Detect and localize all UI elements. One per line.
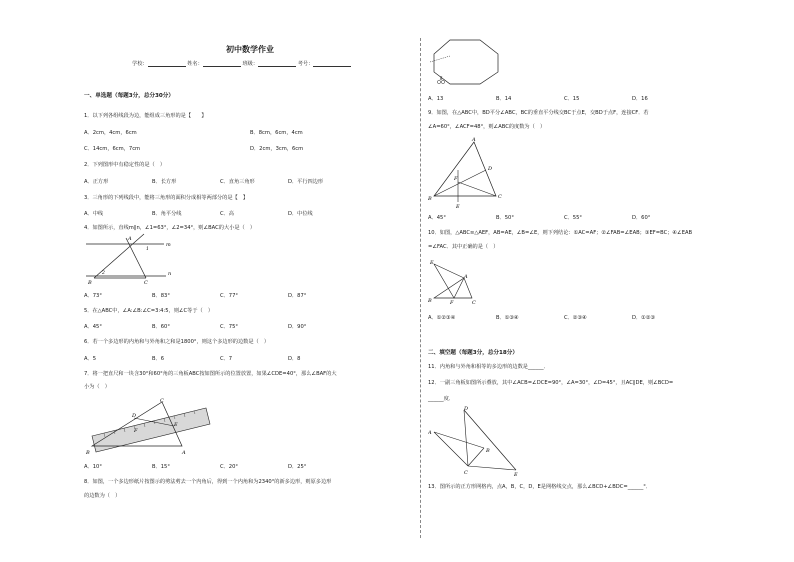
q3-option-b[interactable]: B．角平分线 <box>152 211 182 217</box>
school-label: 学校： <box>132 61 148 67</box>
q2-option-d[interactable]: D．平行四边形 <box>288 179 324 185</box>
q4-label-a: A <box>128 236 132 242</box>
q7-label-f: F <box>134 428 138 434</box>
q7-stem-line2: 小为（ ） <box>84 384 110 390</box>
q7-option-d[interactable]: D．25° <box>288 464 307 470</box>
class-field[interactable] <box>258 66 296 67</box>
q2-option-b[interactable]: B．长方形 <box>152 179 177 185</box>
q10-option-a[interactable]: A．①②③④ <box>428 315 456 321</box>
q4-label-b: B <box>88 280 92 286</box>
q4-option-b[interactable]: B．83° <box>152 293 170 299</box>
q9-label-d: D <box>488 166 493 172</box>
q4-option-c[interactable]: C．77° <box>220 293 239 299</box>
q7-label-b: B <box>86 450 90 456</box>
q10-stem-line2: =∠FAC．其中正确的是（ ） <box>428 244 499 250</box>
page-title: 初中数学作业 <box>226 45 274 54</box>
q7-option-b[interactable]: B．15° <box>152 464 170 470</box>
q12-label-c: C <box>464 470 468 476</box>
q4-label-n: n <box>168 271 172 277</box>
q11-stem: 11．内角和与外角和相等的多边形的边数是______． <box>428 364 549 370</box>
q3-option-a[interactable]: A．中线 <box>84 211 104 217</box>
q10-label-b: B <box>428 298 432 304</box>
q9-stem-line1: 9．如图，在△ABC中，BD平分∠ABC，BC的垂直平分线交BC于点E，交BD于点F，连接CF．若 <box>428 110 649 116</box>
q10-figure <box>428 256 478 304</box>
q8-option-d[interactable]: D．16 <box>632 96 648 102</box>
q9-stem-line2: ∠A=60°，∠ACF=48°，则∠ABC的度数为（ ） <box>428 124 546 130</box>
q9-label-c: C <box>498 194 502 200</box>
q7-label-d: D <box>132 413 137 419</box>
q4-label-angle-2: 2 <box>102 271 105 276</box>
q3-option-d[interactable]: D．中位线 <box>288 211 313 217</box>
q4-label-m: m <box>166 242 171 248</box>
q8-option-c[interactable]: C．15 <box>564 96 580 102</box>
q7-label-c: C <box>160 398 164 404</box>
exam-no-field[interactable] <box>313 66 351 67</box>
column-divider <box>420 38 421 538</box>
scissors-icon <box>437 80 440 83</box>
q13-stem: 13．图所示的正方形网格内，点A，B，C，D，E是网格线交点，那么∠BCD+∠BDC=______°． <box>428 484 652 490</box>
q3-option-c[interactable]: C．高 <box>220 211 234 217</box>
q4-option-a[interactable]: A．73° <box>84 293 102 299</box>
q12-label-d: D <box>464 406 469 412</box>
q6-option-a[interactable]: A．5 <box>84 356 97 362</box>
q12-figure <box>428 404 528 476</box>
q10-option-c[interactable]: C．②③④ <box>564 315 587 321</box>
q8-stem-line1: 8．如图，一个多边形纸片按图示的剪法剪去一个内角后，得到一个内角和为2340°的新多边形，则原多边形 <box>84 479 332 485</box>
q4-stem: 4．如图所示，直线m∥n，∠1=63°，∠2=34°，则∠BAC的大小是（ ） <box>84 225 256 231</box>
q2-stem: 2．下列图形中有稳定性的是（ ） <box>84 162 166 168</box>
section-fill-in: 二、填空题（每题3分，总分18分） <box>428 350 518 356</box>
q9-label-e: E <box>456 204 460 208</box>
q7-label-a: A <box>182 450 186 456</box>
q4-option-d[interactable]: D．87° <box>288 293 307 299</box>
q6-option-b[interactable]: B．6 <box>152 356 165 362</box>
q5-stem: 5．在△ABC中，∠A:∠B:∠C=3:4:5，则∠C等于（ ） <box>84 308 214 314</box>
q12-stem-line2: ______度． <box>428 396 454 402</box>
q4-label-angle-1: 1 <box>146 247 149 252</box>
q5-option-a[interactable]: A．45° <box>84 324 102 330</box>
name-label: 姓名： <box>187 61 203 67</box>
section-single-choice: 一、单选题（每题3分，总分30分） <box>84 93 174 99</box>
q1-option-c[interactable]: C．14cm，6cm，7cm <box>84 146 141 152</box>
q10-label-c: C <box>472 300 476 304</box>
q9-option-b[interactable]: B．50° <box>496 215 514 221</box>
q6-option-d[interactable]: D．8 <box>288 356 301 362</box>
q6-option-c[interactable]: C．7 <box>220 356 233 362</box>
q2-option-c[interactable]: C．直角三角形 <box>220 179 255 185</box>
q4-label-c: C <box>144 280 148 286</box>
q12-label-e: E <box>514 472 518 476</box>
q7-option-c[interactable]: C．20° <box>220 464 239 470</box>
q12-label-a: A <box>428 430 432 436</box>
q9-option-a[interactable]: A．45° <box>428 215 446 221</box>
q10-stem-line1: 10．如图，△ABC≌△AEF，AB=AE，∠B=∠E，则下列结论：①AC=AF；②∠FAB=∠EAB；③EF=BC；④∠EAB <box>428 230 693 236</box>
school-field[interactable] <box>148 66 186 67</box>
q8-stem-line2: 的边数为（ ） <box>84 493 121 499</box>
q9-option-d[interactable]: D．60° <box>632 215 651 221</box>
q2-option-a[interactable]: A．正方形 <box>84 179 109 185</box>
q12-stem-line1: 12．一副三角板如图所示叠放，其中∠ACB=∠DCE=90°，∠A=30°，∠D=45°，且AC∥DE，则∠BCD= <box>428 380 674 386</box>
q5-option-d[interactable]: D．90° <box>288 324 307 330</box>
q6-stem: 6．若一个多边形的内角和与外角和之和是1800°，则这个多边形的边数是（ ） <box>84 339 270 345</box>
q8-option-b[interactable]: B．14 <box>496 96 512 102</box>
q1-option-a[interactable]: A．2cm，4cm，6cm <box>84 130 137 136</box>
q9-label-f: F <box>454 176 458 182</box>
q10-label-e: E <box>430 260 434 266</box>
q12-label-b: B <box>486 448 490 454</box>
q10-option-b[interactable]: B．①③④ <box>496 315 519 321</box>
q4-figure <box>84 230 174 286</box>
q9-label-a: A <box>472 137 476 143</box>
q9-figure <box>428 136 508 208</box>
class-label: 班级： <box>242 61 259 67</box>
q1-stem: 1．以下列各组线段为边，能组成三角形的是【 】 <box>84 113 207 119</box>
q7-label-e: E <box>174 422 178 428</box>
q10-option-d[interactable]: D．①②③ <box>632 315 656 321</box>
q8-option-a[interactable]: A．13 <box>428 96 444 102</box>
q8-figure <box>428 36 508 88</box>
q7-option-a[interactable]: A．10° <box>84 464 102 470</box>
q1-option-d[interactable]: D．2cm，3cm，6cm <box>250 146 304 152</box>
q5-option-b[interactable]: B．60° <box>152 324 170 330</box>
q5-option-c[interactable]: C．75° <box>220 324 239 330</box>
name-field[interactable] <box>203 66 241 67</box>
q10-label-f: F <box>450 300 454 304</box>
q9-option-c[interactable]: C．55° <box>564 215 583 221</box>
student-info <box>132 60 351 67</box>
q1-option-b[interactable]: B．8cm，6cm，4cm <box>250 130 303 136</box>
q7-stem-line1: 7．将一把直尺和一块含30°和60°角的三角板ABC按如图所示的位置放置，如果∠CDE=40°，那么∠BAF的大 <box>84 371 337 377</box>
q9-label-b: B <box>428 196 432 202</box>
q10-label-a: A <box>464 274 468 280</box>
q7-figure <box>84 396 214 456</box>
q3-stem: 3．三角形的下列线段中，能将三角形的面积分成相等两部分的是【 】 <box>84 195 249 201</box>
exam-no-label: 考号： <box>297 61 314 67</box>
